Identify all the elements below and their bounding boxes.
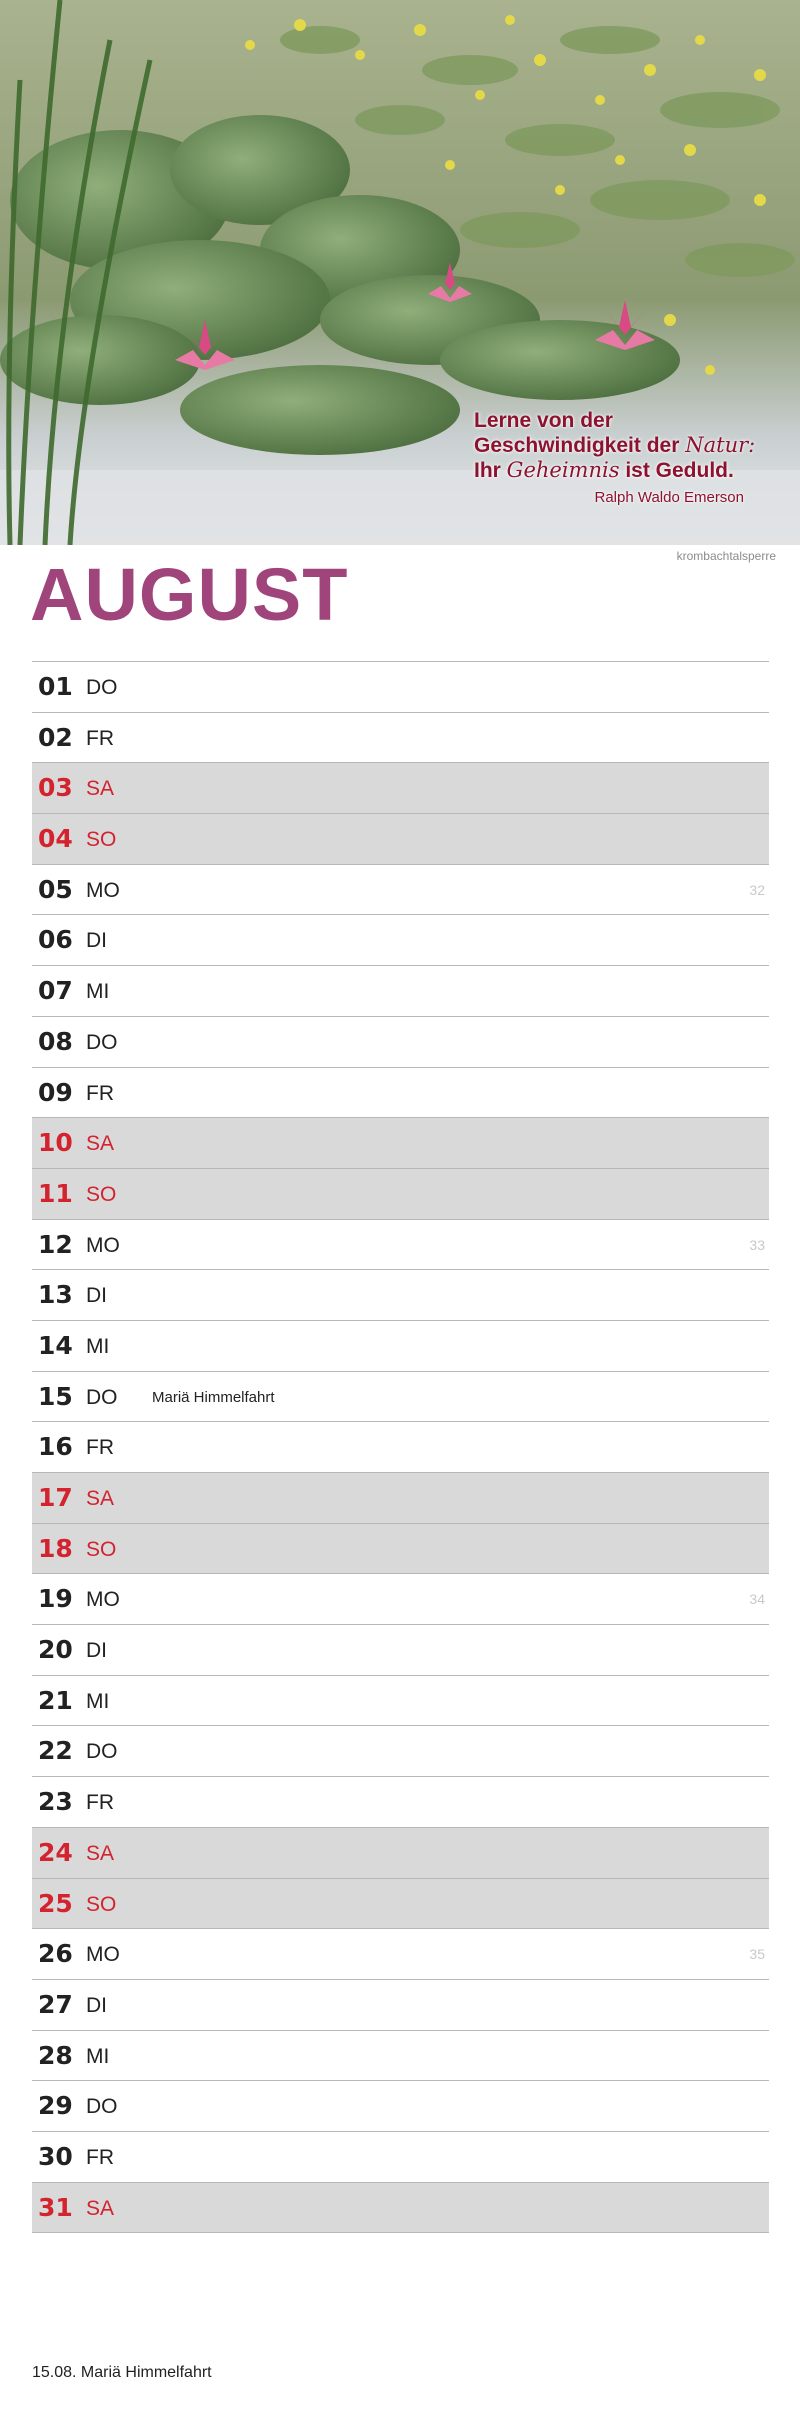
day-number: 11 [38, 1178, 73, 1208]
weekday: DO [86, 1385, 118, 1409]
day-number: 31 [38, 2192, 73, 2222]
day-row [32, 1676, 769, 1727]
weekday: DO [86, 2095, 118, 2119]
weekday: SA [86, 1487, 115, 1510]
weekday: MI [86, 2044, 110, 2068]
day-row [32, 1169, 769, 1220]
day-number: 23 [38, 1787, 73, 1817]
day-row [32, 865, 769, 916]
weekday: DI [86, 1639, 107, 1663]
day-row [32, 2183, 769, 2234]
quote-line-2a: Geschwindigkeit der [474, 434, 686, 457]
header-photo [0, 0, 800, 545]
quote-line-1: Lerne von der [474, 409, 613, 432]
weekday: MI [86, 1689, 110, 1713]
weekday: DO [86, 1030, 118, 1054]
day-number: 24 [38, 1837, 73, 1867]
day-number: 07 [38, 976, 73, 1006]
weekday: SA [86, 1841, 115, 1865]
day-number: 08 [38, 1026, 73, 1056]
quote-line-3c: ist Geduld. [619, 459, 734, 482]
day-number: 25 [38, 1888, 73, 1918]
day-number: 10 [38, 1128, 73, 1158]
day-number: 15 [38, 1381, 73, 1411]
photo-location-caption: krombachtalsperre [676, 549, 776, 563]
day-number: 21 [38, 1685, 73, 1715]
day-note: Mariä Himmelfahrt [152, 1388, 275, 1406]
day-number: 22 [38, 1736, 73, 1766]
day-row [32, 2132, 769, 2183]
day-number: 26 [38, 1939, 73, 1969]
day-row [32, 1777, 769, 1828]
day-row [32, 1524, 769, 1575]
day-row [32, 2031, 769, 2082]
quote-line-3a: Ihr [474, 459, 507, 482]
day-number: 03 [38, 773, 73, 803]
day-row [32, 1422, 769, 1473]
weekday: DO [86, 1740, 118, 1764]
quote-author: Ralph Waldo Emerson [594, 489, 744, 506]
weekday: FR [86, 1791, 114, 1815]
weekday: MO [86, 1233, 120, 1257]
quote-line-3b: Geheimnis [506, 458, 620, 482]
day-number: 18 [38, 1533, 73, 1563]
day-row [32, 966, 769, 1017]
day-row [32, 915, 769, 966]
month-title: AUGUST [30, 553, 349, 636]
day-row [32, 1625, 769, 1676]
day-number: 27 [38, 1989, 73, 2019]
calendar-week-number: 33 [749, 1236, 765, 1253]
day-row [32, 1372, 769, 1423]
weekday: FR [86, 2145, 114, 2169]
day-number: 19 [38, 1584, 73, 1614]
day-number: 16 [38, 1432, 73, 1462]
day-number: 28 [38, 2040, 73, 2070]
day-row [32, 1118, 769, 1169]
calendar-week-number: 32 [749, 881, 765, 898]
day-row [32, 1473, 769, 1524]
day-number: 05 [38, 874, 73, 904]
weekday: MI [86, 1334, 110, 1358]
weekday: DI [86, 1993, 107, 2017]
day-row [32, 1726, 769, 1777]
day-number: 29 [38, 2091, 73, 2121]
weekday: FR [86, 1436, 114, 1460]
day-row [32, 1270, 769, 1321]
day-number: 12 [38, 1229, 73, 1259]
day-row [32, 1879, 769, 1930]
weekday: SA [86, 777, 115, 801]
day-row [32, 1828, 769, 1879]
weekday: SO [86, 1182, 117, 1206]
weekday: SO [86, 1892, 117, 1916]
quote [474, 408, 784, 510]
weekday: DO [86, 676, 118, 699]
day-number: 09 [38, 1077, 73, 1107]
day-number: 04 [38, 824, 73, 854]
day-number: 30 [38, 2141, 73, 2171]
day-row [32, 713, 769, 764]
weekday: FR [86, 1081, 114, 1105]
footer-holiday-note: 15.08. Mariä Himmelfahrt [32, 2364, 212, 2381]
day-row [32, 1574, 769, 1625]
day-list [32, 661, 769, 2233]
day-row [32, 763, 769, 814]
weekday: MO [86, 1943, 120, 1967]
day-row [32, 1220, 769, 1271]
calendar-week-number: 34 [749, 1591, 765, 1608]
day-row [32, 1068, 769, 1119]
day-row [32, 2081, 769, 2132]
weekday: MO [86, 1588, 120, 1612]
weekday: MO [86, 878, 120, 902]
day-number: 02 [38, 722, 73, 752]
weekday: FR [86, 726, 114, 750]
weekday: DI [86, 929, 107, 953]
day-row [32, 1929, 769, 1980]
day-number: 13 [38, 1280, 73, 1310]
weekday: DI [86, 1284, 107, 1308]
weekday: SO [86, 828, 117, 852]
day-row [32, 662, 769, 713]
day-row [32, 1321, 769, 1372]
day-number: 20 [38, 1635, 73, 1665]
day-number: 14 [38, 1330, 73, 1360]
day-number: 17 [38, 1483, 73, 1512]
quote-line-2b: Natur: [685, 433, 756, 457]
day-row [32, 1980, 769, 2031]
day-row [32, 814, 769, 865]
day-number: 06 [38, 925, 73, 955]
calendar-week-number: 35 [749, 1946, 765, 1963]
weekday: MI [86, 980, 110, 1004]
weekday: SA [86, 1132, 115, 1156]
weekday: SO [86, 1537, 117, 1561]
weekday: SA [86, 2196, 115, 2220]
day-row [32, 1017, 769, 1068]
day-number: 01 [38, 672, 73, 701]
